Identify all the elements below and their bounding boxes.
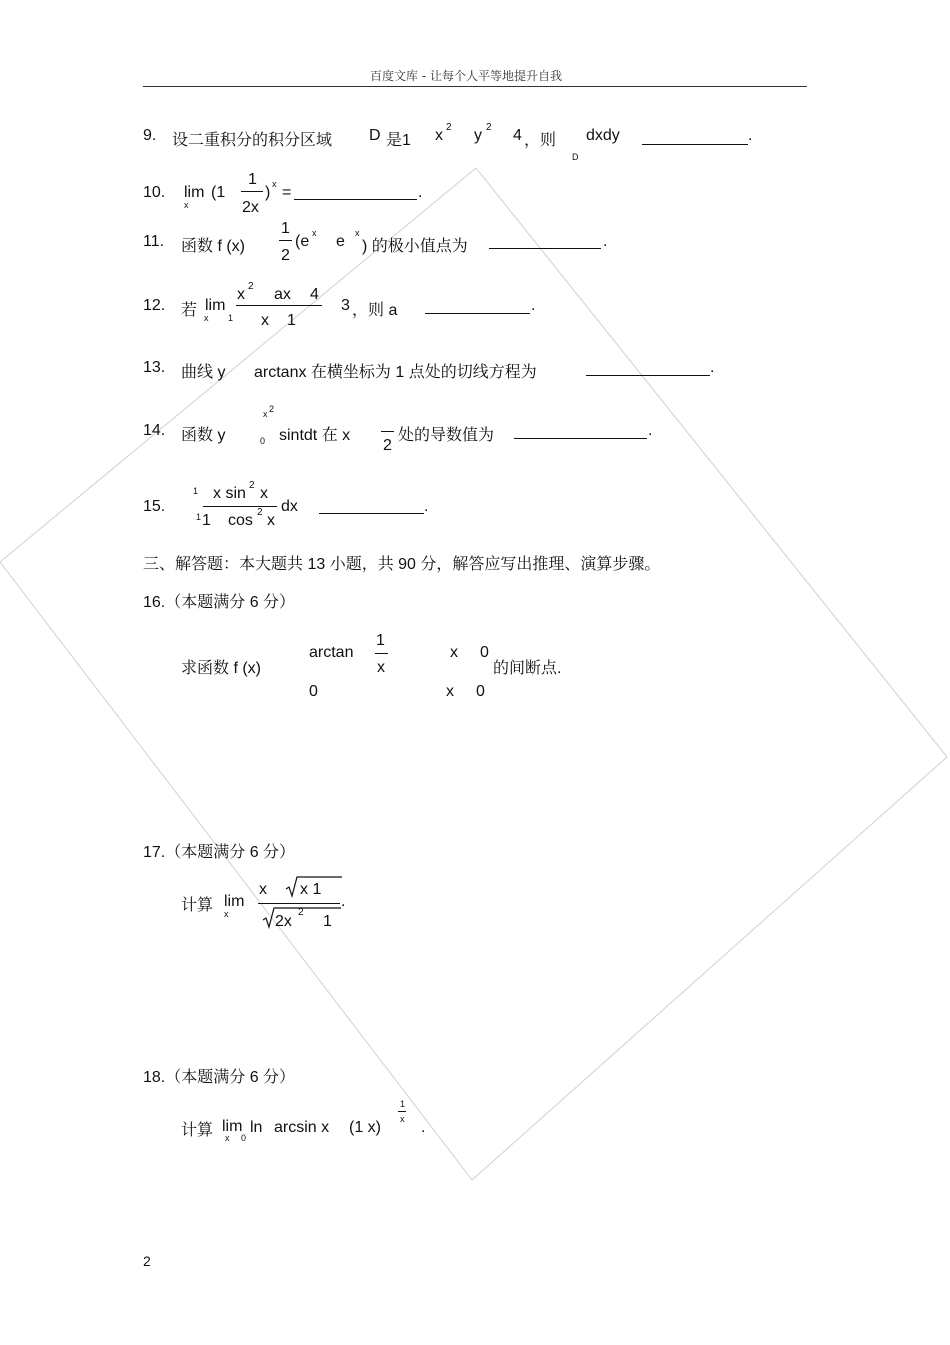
math-num: 1 <box>323 913 332 930</box>
exponent: 2 <box>248 281 254 292</box>
math-func: ln <box>250 1119 263 1136</box>
fraction-bar <box>375 653 388 654</box>
answer-blank[interactable] <box>642 144 748 145</box>
question-text: 求函数 f (x) <box>181 660 261 677</box>
exponent: 2 <box>298 907 304 918</box>
math-func: cos <box>228 512 253 529</box>
math-expr: ) <box>265 184 271 201</box>
math-num: 3 <box>341 297 350 314</box>
punctuation: . <box>710 359 715 376</box>
question-text: 若 <box>181 302 198 319</box>
subscript: x <box>204 313 209 323</box>
math-var: x <box>259 881 267 898</box>
math-expr: (1 <box>211 184 226 201</box>
fraction-denominator: 2 <box>383 437 392 454</box>
math-expr: (1 x) <box>349 1119 381 1136</box>
answer-blank[interactable] <box>514 438 647 439</box>
answer-blank[interactable] <box>294 199 417 200</box>
question-text: 处的导数值为 <box>398 427 495 444</box>
question-text: sintdt 在 x <box>279 427 351 444</box>
condition-value: 0 <box>480 644 489 661</box>
punctuation: . <box>648 422 653 439</box>
subscript: x <box>225 1133 230 1143</box>
math-func: arctan <box>309 644 354 661</box>
math-expr: (e <box>295 233 310 250</box>
math-num: 4 <box>310 286 319 303</box>
punctuation: . <box>418 184 423 201</box>
fraction-bar <box>236 305 322 306</box>
fraction-denominator: 2 <box>281 247 290 264</box>
exponent: x <box>272 179 277 189</box>
piece-value: 0 <box>309 683 318 700</box>
condition-var: x <box>450 644 458 661</box>
math-expr: ax <box>274 286 291 303</box>
answer-blank[interactable] <box>489 248 601 249</box>
answer-blank[interactable] <box>586 375 710 376</box>
text-segment: ，则 <box>524 132 557 149</box>
condition-var: x <box>446 683 454 700</box>
integral-lower-limit: 0 <box>260 436 266 446</box>
question-number: 15. <box>143 498 166 515</box>
math-expr: arcsin x <box>274 1119 330 1136</box>
section-heading: 三、解答题：本大题共 13 小题，共 90 分，解答应写出推理、演算步骤。 <box>143 556 661 573</box>
question-text: 函数 y <box>181 427 226 444</box>
math-num: 4 <box>513 127 522 144</box>
math-differential: dxdy <box>586 127 620 144</box>
question-number: 10. <box>143 184 166 201</box>
punctuation: . <box>421 1119 426 1136</box>
text-segment: 是1 <box>386 132 411 149</box>
integral-upper-limit: x <box>263 409 268 419</box>
subscript: 0 <box>241 1133 247 1143</box>
integral-upper-limit: 1 <box>193 486 199 496</box>
question-text: 计算 <box>181 897 214 914</box>
subscript: x <box>224 909 229 919</box>
question-number: 13. <box>143 359 166 376</box>
math-var: y <box>474 127 482 144</box>
punctuation: . <box>531 297 536 314</box>
punctuation: . <box>748 127 753 144</box>
fraction-denominator: x <box>377 659 385 676</box>
question-number: 9. <box>143 127 157 144</box>
question-heading: 16.（本题满分 6 分） <box>143 594 296 611</box>
fraction-bar <box>203 506 277 507</box>
exponent: x <box>312 228 317 238</box>
subscript: 1 <box>228 313 234 323</box>
question-text: ) 的极小值点为 <box>362 238 468 255</box>
equals-sign: = <box>282 184 292 201</box>
math-differential: dx <box>281 498 298 515</box>
page-number: 2 <box>143 1253 151 1269</box>
fraction-bar <box>381 431 394 432</box>
exponent-denominator: x <box>400 1114 405 1124</box>
punctuation: . <box>341 893 346 910</box>
exponent-numerator: 1 <box>400 1099 406 1109</box>
question-text: 设二重积分的积分区域 <box>172 132 333 149</box>
question-text: ，则 a <box>352 302 398 319</box>
limit-operator: lim <box>224 893 245 910</box>
fraction-numerator: 1 <box>376 632 385 649</box>
math-expr: 2x <box>275 913 292 930</box>
integral-lower-limit: 1 <box>196 512 202 522</box>
fraction-bar <box>279 240 292 241</box>
answer-blank[interactable] <box>319 513 424 514</box>
question-heading: 18.（本题满分 6 分） <box>143 1069 296 1086</box>
punctuation: . <box>424 498 429 515</box>
punctuation: . <box>603 233 608 250</box>
exponent: 2 <box>486 122 492 133</box>
limit-operator: lim <box>184 184 205 201</box>
question-text: 曲线 y <box>181 364 226 381</box>
question-number: 12. <box>143 297 166 314</box>
math-num: 1 <box>287 312 296 329</box>
exponent: 2 <box>269 404 275 414</box>
page-header-title: 百度文库 - 让每个人平等地提升自我 <box>370 69 562 83</box>
fraction-numerator: 1 <box>281 220 290 237</box>
exponent: 2 <box>249 480 255 491</box>
header-rule <box>143 86 807 87</box>
question-number: 11. <box>143 233 165 250</box>
math-var: x <box>267 512 275 529</box>
math-var: x <box>261 312 269 329</box>
question-text: 的间断点. <box>493 660 562 677</box>
exponent: 2 <box>446 122 452 133</box>
subscript: D <box>572 152 579 162</box>
math-expr: x sin <box>213 485 246 502</box>
question-heading: 17.（本题满分 6 分） <box>143 844 296 861</box>
question-text: 计算 <box>181 1122 214 1139</box>
question-text: arctanx 在横坐标为 1 点处的切线方程为 <box>254 364 537 381</box>
math-expr: x 1 <box>300 881 322 898</box>
math-var: x <box>237 286 245 303</box>
exponent-fraction-bar <box>398 1111 406 1112</box>
exponent: 2 <box>257 507 263 518</box>
fraction-numerator: 1 <box>248 171 257 188</box>
limit-operator: lim <box>205 297 226 314</box>
math-expr: e <box>336 233 345 250</box>
answer-blank[interactable] <box>425 313 530 314</box>
math-var: x <box>260 485 268 502</box>
fraction-bar <box>241 191 263 192</box>
subscript: x <box>184 200 189 210</box>
fraction-denominator: 2x <box>242 199 259 216</box>
math-num: 1 <box>202 512 211 529</box>
exponent: x <box>355 228 360 238</box>
question-number: 14. <box>143 422 166 439</box>
limit-operator: lim <box>222 1118 243 1135</box>
region-symbol: D <box>369 127 381 144</box>
math-var: x <box>435 127 443 144</box>
question-text: 函数 f (x) <box>181 238 245 255</box>
condition-value: 0 <box>476 683 485 700</box>
fraction-bar <box>258 903 340 904</box>
